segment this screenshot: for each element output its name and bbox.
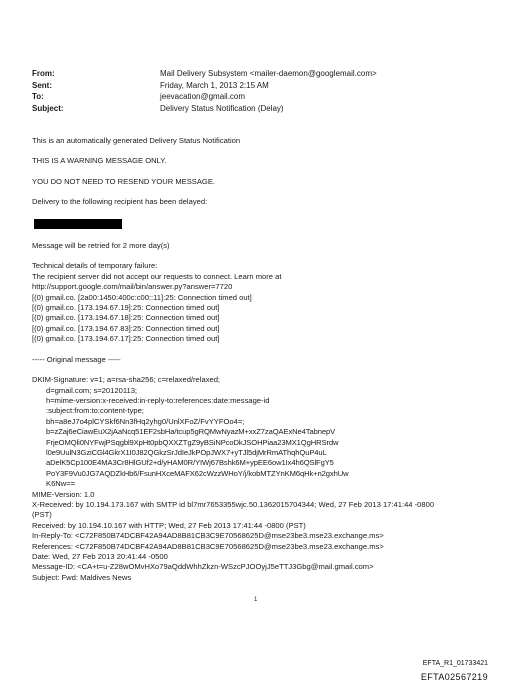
dkim-line: PoY3F9Vu0JG7AQDZkHb6/FsunHXceMAFX62cWzzWHoY/j/kobMTZYnKM6qHk+n2gxhUw [46, 468, 349, 478]
dkim-line: bh=a8eJ7o4plCYSkf6Nn3fHq2yhg0/UnlXFoZ/FvYYFOo4=; [46, 416, 245, 426]
x-received-line: X-Received: by 10.194.173.167 with SMTP id bl7mr7653355wjc.50.1362015704344; Wed, 27 Feb 2013 17:41:44 -0800 [32, 499, 435, 509]
subject-row [32, 103, 492, 115]
tech-line: [(0) gmail.co. [173.194.67.18]:25: Connection timed out] [32, 313, 220, 323]
help-link[interactable]: http://support.google.com/mail/bin/answer.py?answer=7720 [32, 282, 233, 292]
redacted-recipient [32, 217, 497, 232]
to-row [32, 91, 492, 103]
tech-title: Technical details of temporary failure: [32, 261, 158, 271]
mime-line: MIME-Version: 1.0 [32, 489, 95, 499]
from-value: Mail Delivery Subsystem <mailer-daemon@googlemail.com> [160, 69, 377, 78]
dkim-line: h=mime-version:x-received:in-reply-to:references:date:message-id [46, 395, 270, 405]
dkim-line: :subject:from:to:content-type; [46, 406, 144, 416]
dkim-line: DKIM-Signature: v=1; a=rsa-sha256; c=relaxed/relaxed; [32, 375, 221, 385]
received-line: Received: by 10.194.10.167 with HTTP; Wed, 27 Feb 2013 17:41:44 -0800 (PST) [32, 520, 306, 530]
to-value: jeevacation@gmail.com [160, 92, 246, 101]
redaction-bar [34, 219, 122, 229]
in-reply-to-line: In-Reply-To: <C72F850B74DCBF42A94AD8B81CB3C9E70568625D@mse23be3.mse23.exchange.ms> [32, 531, 384, 541]
delayed-text: Delivery to the following recipient has been delayed: [32, 197, 208, 207]
tech-line: The recipient server did not accept our requests to connect. Learn more at [32, 271, 282, 281]
subject-label: Subject: [32, 103, 64, 113]
tech-line: [(0) gmail.co. [2a00:1450:400c:c00::11]:25: Connection timed out] [32, 292, 252, 302]
intro-text: This is an automatically generated Delivery Status Notification [32, 136, 241, 145]
email-body [32, 136, 497, 583]
x-received-line: (PST) [32, 510, 52, 520]
sent-value: Friday, March 1, 2013 2:15 AM [160, 80, 269, 90]
bates-number: EFTA02567219 [420, 672, 488, 682]
subject-value: Delivery Status Notification (Delay) [160, 103, 284, 113]
dkim-line: K6Nw== [46, 479, 76, 489]
email-header [32, 68, 492, 114]
document-id: EFTA_R1_01733421 [422, 660, 488, 667]
date-line: Date: Wed, 27 Feb 2013 20:41:44 -0500 [32, 552, 168, 561]
dkim-line: l0e9UulN3GziCGl4GkrX1I0J82QGkzSrJdIeJkPOpJWX7+yTJl5djMrRmAThqhQuP4uL [46, 447, 327, 457]
from-row [32, 68, 492, 80]
no-resend-text: YOU DO NOT NEED TO RESEND YOUR MESSAGE. [32, 176, 215, 186]
tech-line: [(0) gmail.co. [173.194.67.83]:25: Connection timed out] [32, 323, 220, 333]
message-id-line: Message-ID: <CA+t=u-Z28wOMvHXo79aQddWhhZkzn-WSzcPJOOyjJ5eTTJ3Gbg@mail.gmail.com> [32, 562, 374, 572]
dkim-line: d=gmail.com; s=20120113; [46, 385, 138, 395]
retry-text: Message will be retried for 2 more day(s) [32, 241, 170, 251]
sent-label: Sent: [32, 80, 52, 90]
warning-text: THIS IS A WARNING MESSAGE ONLY. [32, 156, 167, 166]
forwarded-subject-line: Subject: Fwd: Maldives News [32, 572, 132, 582]
dkim-line: FrjeOMQli0NYFwjPSqgbl9XpHt0pbQXXZTgZ9yBSiNPcoDkJSOHPiaa23MX1QgHRSrdw [46, 437, 339, 447]
sent-row [32, 80, 492, 92]
original-message-divider: ----- Original message ----- [32, 354, 121, 364]
to-label: To: [32, 92, 44, 101]
tech-line: [(0) gmail.co. [173.194.67.17]:25: Connection timed out] [32, 334, 220, 344]
page-number: 1 [254, 597, 258, 603]
from-label: From: [32, 69, 55, 78]
references-line: References: <C72F850B74DCBF42A94AD8B81CB3C9E70568625D@mse23be3.mse23.exchange.ms> [32, 541, 384, 551]
dkim-line: aDelK5Cp100E4MA3Cr8HlGUf2+d/yHAM0R/YIWj67Bshk6M+ypEE6ow1Ix4h6QSlFgY5 [46, 458, 334, 468]
tech-line: [(0) gmail.co. [173.194.67.19]:25: Connection timed out] [32, 303, 220, 313]
dkim-line: b=zZaj6eCiawEuX2jAaNcq51EF2sbHa/tcup5gRQMwNyazM+xxZ7zaQAExNe4TabnepV [46, 427, 336, 437]
